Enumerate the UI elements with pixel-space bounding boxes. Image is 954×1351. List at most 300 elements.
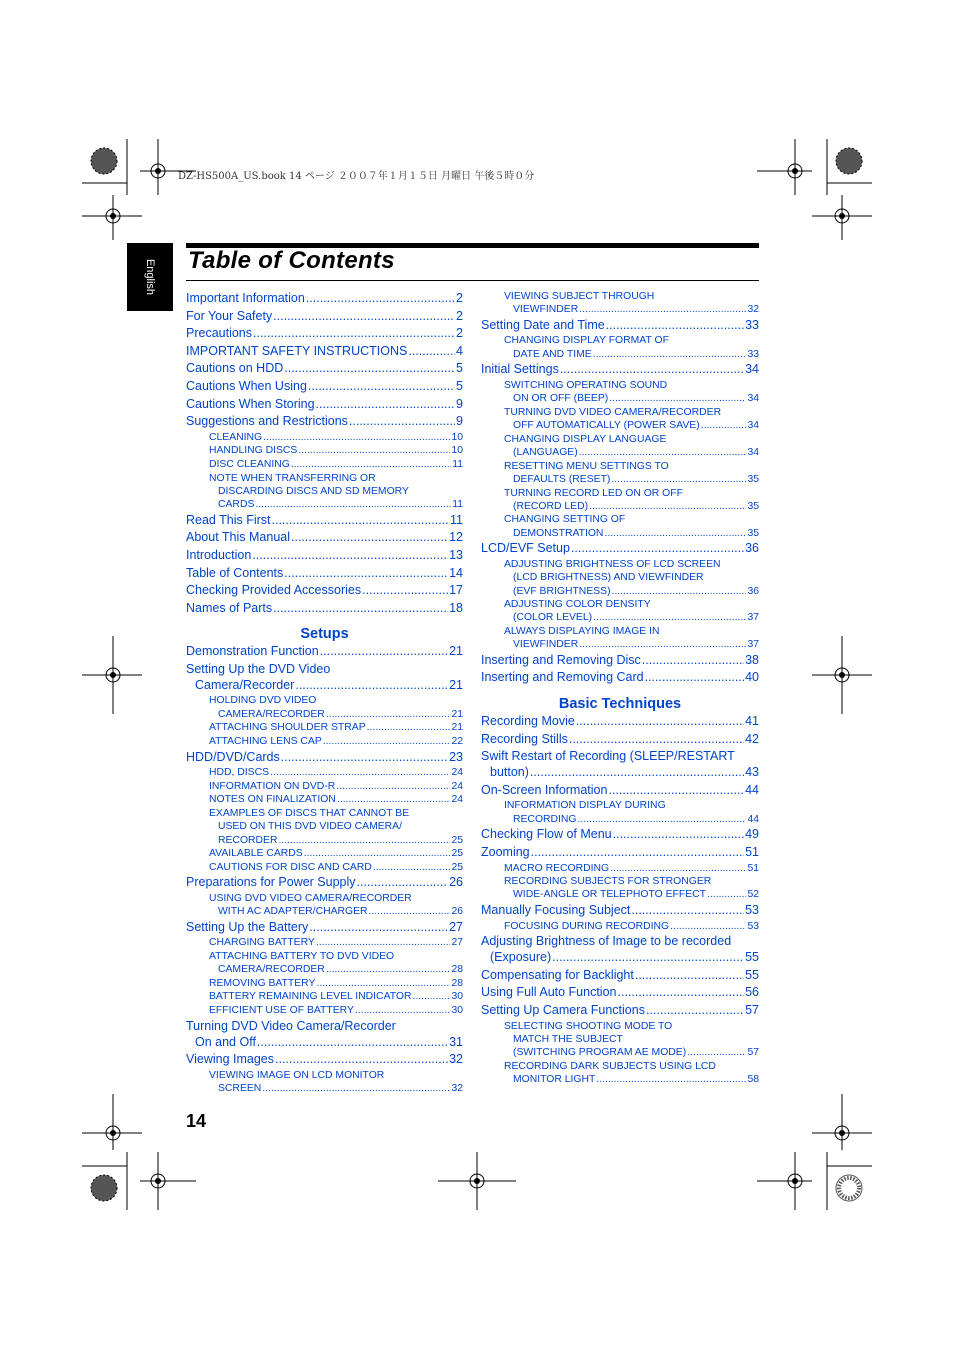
dot-leader xyxy=(606,317,744,335)
dot-leader xyxy=(291,458,451,472)
toc-page-number: 9 xyxy=(456,414,463,429)
toc-entry-title: Using Full Auto Function xyxy=(481,985,617,1000)
toc-entry[interactable] xyxy=(186,378,463,396)
dot-leader xyxy=(357,874,449,892)
dot-leader xyxy=(284,360,455,378)
toc-entry-line[interactable]: DISCARDING DISCS AND SD MEMORY xyxy=(218,485,409,497)
toc-page-number: 21 xyxy=(449,677,463,692)
toc-subentry[interactable] xyxy=(186,990,463,1004)
toc-entry-line[interactable]: TURNING DVD VIDEO CAMERA/RECORDER xyxy=(504,406,722,418)
toc-page-number: 10 xyxy=(451,431,463,443)
dot-leader xyxy=(670,920,746,934)
toc-entry-title: Read This First xyxy=(186,512,271,527)
dot-leader xyxy=(252,547,448,565)
toc-entry-title: Preparations for Power Supply xyxy=(186,875,356,890)
toc-entry-line[interactable]: RESETTING MENU SETTINGS TO xyxy=(504,460,669,472)
dot-leader xyxy=(618,984,745,1002)
dot-leader xyxy=(253,325,455,343)
toc-entry-line[interactable]: INFORMATION DISPLAY DURING xyxy=(504,800,666,812)
dot-leader xyxy=(263,431,450,445)
toc-entry-title: Inserting and Removing Card xyxy=(481,670,644,685)
dot-leader xyxy=(687,1046,746,1060)
dot-leader xyxy=(579,303,746,317)
toc-entry[interactable] xyxy=(186,919,463,937)
toc-subentry[interactable] xyxy=(186,1004,463,1018)
dot-leader xyxy=(611,473,746,487)
dot-leader xyxy=(362,582,448,600)
toc-subentry[interactable] xyxy=(481,1073,759,1087)
toc-page-number: 34 xyxy=(747,420,759,432)
toc-entry[interactable] xyxy=(481,731,759,749)
toc-page-number: 49 xyxy=(745,827,759,842)
page-title: Table of Contents xyxy=(188,247,395,274)
toc-entry-title: VIEWFINDER xyxy=(513,639,579,651)
toc-page-number: 35 xyxy=(747,473,759,485)
toc-entry-title: INFORMATION ON DVD-R xyxy=(209,780,336,792)
toc-entry-line[interactable]: MATCH THE SUBJECT xyxy=(513,1033,623,1045)
toc-entry-title: ON OR OFF (BEEP) xyxy=(513,393,609,405)
toc-subentry[interactable] xyxy=(481,348,759,362)
toc-entry[interactable] xyxy=(481,317,759,335)
toc-page-number: 30 xyxy=(451,991,463,1003)
toc-entry-title: Manually Focusing Subject xyxy=(481,903,631,917)
toc-entry-title: DATE AND TIME xyxy=(513,348,592,360)
dot-leader xyxy=(612,585,747,599)
toc-page-number: 5 xyxy=(456,378,463,393)
toc-subentry[interactable] xyxy=(186,905,463,919)
dot-leader xyxy=(367,721,451,735)
toc-entry-line[interactable]: VIEWING IMAGE ON LCD MONITOR xyxy=(209,1069,385,1081)
toc-entry-line[interactable]: SWITCHING OPERATING SOUND xyxy=(504,379,668,391)
toc-page-number: 2 xyxy=(456,326,463,341)
toc-page-number: 26 xyxy=(449,875,463,890)
toc-entry[interactable] xyxy=(186,677,463,695)
toc-entry-title: CARDS xyxy=(218,499,255,511)
dot-leader xyxy=(560,361,744,379)
toc-page-number: 22 xyxy=(451,735,463,747)
toc-subentry[interactable] xyxy=(186,721,463,735)
toc-entry[interactable] xyxy=(186,874,463,892)
toc-entry-line[interactable]: RECORDING SUBJECTS FOR STRONGER xyxy=(504,876,712,888)
toc-entry-title: WIDE-ANGLE OR TELEPHOTO EFFECT xyxy=(513,889,707,901)
toc-entry-line[interactable]: CHANGING DISPLAY FORMAT OF xyxy=(504,335,669,347)
toc-subentry[interactable] xyxy=(186,735,463,749)
toc-entry-title: MONITOR LIGHT xyxy=(513,1074,596,1086)
toc-subentry[interactable] xyxy=(186,766,463,780)
toc-subentry[interactable] xyxy=(186,861,463,875)
toc-entry-title: On and Off xyxy=(195,1034,256,1049)
toc-page-number: 57 xyxy=(745,1002,759,1017)
dot-leader xyxy=(569,731,744,749)
toc-page-number: 25 xyxy=(451,848,463,860)
toc-entry-line[interactable]: Swift Restart of Recording (SLEEP/RESTART xyxy=(481,749,735,764)
toc-page-number: 28 xyxy=(451,964,463,976)
toc-subentry[interactable] xyxy=(481,638,759,652)
toc-entry-title: Recording Stills xyxy=(481,731,568,746)
toc-entry-title: Compensating for Backlight xyxy=(481,967,634,982)
toc-subentry[interactable] xyxy=(186,977,463,991)
toc-page-number: 25 xyxy=(451,834,463,846)
toc-page-number: 2 xyxy=(456,308,463,323)
dot-leader xyxy=(316,936,451,950)
toc-entry-title: CAMERA/RECORDER xyxy=(218,964,325,976)
toc-subentry[interactable] xyxy=(186,847,463,861)
dot-leader xyxy=(323,735,451,749)
dot-leader xyxy=(304,847,451,861)
toc-page-number: 43 xyxy=(745,765,759,780)
dot-leader xyxy=(593,611,746,625)
toc-entry-line[interactable]: ATTACHING BATTERY TO DVD VIDEO xyxy=(209,950,395,962)
toc-entry-title: CLEANING xyxy=(209,431,263,443)
toc-page-number: 13 xyxy=(449,547,463,562)
toc-subentry[interactable] xyxy=(186,834,463,848)
toc-page-number: 58 xyxy=(747,1074,759,1086)
toc-entry-title: CAUTIONS FOR DISC AND CARD xyxy=(209,861,372,873)
toc-entry-title: ATTACHING LENS CAP xyxy=(209,735,322,747)
toc-page-number: 38 xyxy=(745,652,759,667)
toc-page-number: 9 xyxy=(456,396,463,411)
dot-leader xyxy=(326,963,451,977)
toc-entry[interactable] xyxy=(481,949,759,967)
toc-entry-title: MACRO RECORDING xyxy=(504,862,610,874)
toc-page-number: 44 xyxy=(747,813,759,825)
toc-entry-title: CAMERA/RECORDER xyxy=(218,708,325,720)
toc-entry[interactable] xyxy=(481,844,759,862)
toc-entry-title: DISC CLEANING xyxy=(209,458,290,470)
toc-entry[interactable] xyxy=(186,547,463,565)
dot-leader xyxy=(412,990,450,1004)
toc-entry-line[interactable]: NOTE WHEN TRANSFERRING OR xyxy=(209,472,376,484)
toc-page-number: 31 xyxy=(449,1034,463,1049)
toc-page-number: 11 xyxy=(452,499,463,511)
toc-entry-title: WITH AC ADAPTER/CHARGER xyxy=(218,906,368,918)
toc-entry-title: Checking Provided Accessories xyxy=(186,583,362,598)
toc-entry[interactable] xyxy=(186,600,463,618)
dot-leader xyxy=(571,540,744,558)
toc-page-number: 11 xyxy=(452,458,463,470)
dot-leader xyxy=(309,919,448,937)
toc-entry[interactable] xyxy=(186,325,463,343)
toc-entry-title: button) xyxy=(490,765,529,780)
toc-page-number: 14 xyxy=(449,565,463,580)
toc-entry-title: Viewing Images xyxy=(186,1052,275,1067)
section-heading: Setups xyxy=(300,626,349,643)
toc-entry[interactable] xyxy=(186,396,463,414)
toc-entry[interactable] xyxy=(186,290,463,308)
toc-page-number: 24 xyxy=(451,780,463,792)
toc-subentry[interactable] xyxy=(481,500,759,514)
toc-page-number: 37 xyxy=(747,612,759,624)
toc-page-number: 4 xyxy=(456,343,463,358)
toc-entry[interactable] xyxy=(481,902,759,920)
toc-entry-line[interactable]: (LCD BRIGHTNESS) AND VIEWFINDER xyxy=(513,572,704,584)
toc-entry[interactable] xyxy=(186,1051,463,1069)
toc-entry[interactable] xyxy=(186,1034,463,1052)
toc-entry[interactable] xyxy=(481,540,759,558)
dot-leader xyxy=(646,1002,744,1020)
toc-entry-title: ATTACHING SHOULDER STRAP xyxy=(209,722,366,734)
toc-page-number: 12 xyxy=(449,530,463,545)
toc-page-number: 30 xyxy=(451,1005,463,1017)
dot-leader xyxy=(273,600,448,618)
toc-subentry[interactable] xyxy=(186,444,463,458)
toc-subentry[interactable] xyxy=(481,473,759,487)
toc-entry-title: NOTES ON FINALIZATION xyxy=(209,794,336,806)
toc-subentry[interactable] xyxy=(481,585,759,599)
toc-page-number: 55 xyxy=(745,950,759,965)
toc-entry-line[interactable]: ADJUSTING BRIGHTNESS OF LCD SCREEN xyxy=(504,558,721,570)
toc-subentry[interactable] xyxy=(481,527,759,541)
toc-entry-title: Recording Movie xyxy=(481,714,575,729)
toc-entry-line[interactable]: USING DVD VIDEO CAMERA/RECORDER xyxy=(209,892,412,904)
toc-entry-title: HDD, DISCS xyxy=(209,767,270,779)
toc-entry[interactable] xyxy=(186,582,463,600)
toc-entry-title: Important Information xyxy=(186,291,305,305)
toc-subentry[interactable] xyxy=(481,1046,759,1060)
toc-page-number: 56 xyxy=(745,985,759,1000)
toc-subentry[interactable] xyxy=(186,936,463,950)
dot-leader xyxy=(531,844,744,862)
toc-page-number: 34 xyxy=(745,362,759,377)
dot-leader xyxy=(349,413,455,431)
toc-subentry[interactable] xyxy=(481,303,759,317)
dot-leader xyxy=(578,813,747,827)
toc-entry[interactable] xyxy=(481,967,759,985)
toc-entry-title: Checking Flow of Menu xyxy=(481,827,612,842)
toc-subentry[interactable] xyxy=(481,813,759,827)
toc-entry-title: DEMONSTRATION xyxy=(513,527,604,539)
toc-entry[interactable] xyxy=(481,652,759,670)
dot-leader xyxy=(255,498,451,512)
toc-entry-line[interactable]: HOLDING DVD VIDEO xyxy=(209,695,317,707)
toc-entry[interactable] xyxy=(481,1002,759,1020)
toc-entry-title: LCD/EVF Setup xyxy=(481,541,570,556)
dot-leader xyxy=(272,512,450,530)
toc-page-number: 40 xyxy=(745,670,759,685)
toc-page-number: 36 xyxy=(747,585,759,597)
toc-entry-line[interactable]: Adjusting Brightness of Image to be recorded xyxy=(481,934,732,949)
toc-page-number: 53 xyxy=(745,903,759,917)
toc-entry-title: Camera/Recorder xyxy=(195,677,295,692)
toc-entry[interactable] xyxy=(186,749,463,767)
toc-subentry[interactable] xyxy=(186,963,463,977)
toc-entry[interactable] xyxy=(186,343,463,361)
toc-entry-line[interactable]: Setting Up the DVD Video xyxy=(186,661,331,676)
toc-page-number: 32 xyxy=(451,1083,463,1095)
toc-page-number: 5 xyxy=(456,361,463,376)
toc-subentry[interactable] xyxy=(186,793,463,807)
toc-entry[interactable] xyxy=(481,826,759,844)
toc-page-number: 33 xyxy=(747,348,759,360)
toc-entry-line[interactable]: USED ON THIS DVD VIDEO CAMERA/ xyxy=(218,821,402,833)
toc-entry-title: EFFICIENT USE OF BATTERY xyxy=(209,1005,354,1017)
toc-subentry[interactable] xyxy=(481,920,759,934)
dot-leader xyxy=(281,749,448,767)
toc-right-column xyxy=(481,290,759,1087)
dot-leader xyxy=(336,780,450,794)
toc-entry-title: AVAILABLE CARDS xyxy=(209,848,303,860)
toc-entry-title: (COLOR LEVEL) xyxy=(513,612,593,624)
toc-page-number: 35 xyxy=(747,500,759,512)
toc-entry-line[interactable]: CHANGING DISPLAY LANGUAGE xyxy=(504,433,667,445)
dot-leader xyxy=(262,1082,450,1096)
toc-page-number: 25 xyxy=(451,861,463,873)
toc-entry-title: Suggestions and Restrictions xyxy=(186,414,348,429)
toc-subentry[interactable] xyxy=(481,611,759,625)
toc-entry[interactable] xyxy=(186,565,463,583)
toc-entry-title: (Exposure) xyxy=(490,950,552,965)
toc-page-number: 24 xyxy=(451,767,463,779)
dot-leader xyxy=(306,290,455,308)
toc-entry-line[interactable]: TURNING RECORD LED ON OR OFF xyxy=(504,487,683,499)
toc-entry-title: (RECORD LED) xyxy=(513,500,589,512)
toc-page-number: 51 xyxy=(745,844,759,859)
toc-entry-title: Precautions xyxy=(186,326,253,341)
toc-entry-title: On-Screen Information xyxy=(481,782,608,797)
toc-entry[interactable] xyxy=(481,361,759,379)
side-tab-label: English xyxy=(144,258,156,296)
toc-entry-line[interactable]: SELECTING SHOOTING MODE TO xyxy=(504,1020,673,1032)
dot-leader xyxy=(608,782,744,800)
toc-subentry[interactable] xyxy=(481,446,759,460)
dot-leader xyxy=(610,862,746,876)
dot-leader xyxy=(295,677,448,695)
dot-leader xyxy=(278,834,450,848)
dot-leader xyxy=(320,643,448,661)
toc-entry[interactable] xyxy=(481,984,759,1002)
toc-subentry[interactable] xyxy=(481,862,759,876)
language-side-tab xyxy=(127,243,173,311)
toc-page-number: 27 xyxy=(451,937,463,949)
toc-page-number: 51 xyxy=(747,862,759,874)
toc-entry-line[interactable]: ALWAYS DISPLAYING IMAGE IN xyxy=(504,625,660,637)
toc-entry[interactable] xyxy=(186,529,463,547)
toc-page-number: 53 xyxy=(747,920,759,932)
toc-entry[interactable] xyxy=(186,360,463,378)
dot-leader xyxy=(609,392,746,406)
toc-entry-line[interactable]: ADJUSTING COLOR DENSITY xyxy=(504,599,651,611)
toc-entry[interactable] xyxy=(186,308,463,326)
dot-leader xyxy=(645,669,745,687)
toc-entry[interactable] xyxy=(186,643,463,661)
toc-entry[interactable] xyxy=(186,512,463,530)
toc-page-number: 36 xyxy=(745,541,759,556)
toc-entry-title: Table of Contents xyxy=(186,565,284,580)
toc-subentry[interactable] xyxy=(481,888,759,902)
toc-page-number: 35 xyxy=(747,527,759,539)
toc-page-number: 23 xyxy=(449,749,463,764)
dot-leader xyxy=(408,343,455,361)
dot-leader xyxy=(369,905,451,919)
toc-page-number: 24 xyxy=(451,794,463,806)
toc-entry-title: HDD/DVD/Cards xyxy=(186,749,280,764)
toc-page-number: 42 xyxy=(745,731,759,746)
dot-leader xyxy=(642,652,744,670)
dot-leader xyxy=(576,713,744,731)
toc-subentry[interactable] xyxy=(186,708,463,722)
toc-entry-title: CHARGING BATTERY xyxy=(209,937,315,949)
dot-leader xyxy=(326,708,451,722)
dot-leader xyxy=(579,638,746,652)
toc-entry-line[interactable]: VIEWING SUBJECT THROUGH xyxy=(504,291,655,302)
toc-entry[interactable] xyxy=(481,764,759,782)
toc-page-number: 37 xyxy=(747,639,759,651)
toc-entry-title: FOCUSING DURING RECORDING xyxy=(504,920,670,932)
toc-entry-title: HANDLING DISCS xyxy=(209,445,298,457)
toc-page-number: 34 xyxy=(747,393,759,405)
dot-leader xyxy=(291,529,448,547)
dot-leader xyxy=(589,500,746,514)
toc-entry[interactable] xyxy=(186,413,463,431)
toc-entry-title: SCREEN xyxy=(218,1083,262,1095)
toc-entry-title: Cautions When Storing xyxy=(186,396,315,411)
toc-entry-title: Introduction xyxy=(186,547,252,562)
dot-leader xyxy=(273,308,455,326)
dot-leader xyxy=(337,793,451,807)
toc-entry-title: IMPORTANT SAFETY INSTRUCTIONS xyxy=(186,343,408,358)
toc-page-number: 32 xyxy=(747,304,759,316)
toc-entry-title: Setting Up Camera Functions xyxy=(481,1002,645,1017)
dot-leader xyxy=(530,764,744,782)
toc-subentry[interactable] xyxy=(186,1082,463,1096)
toc-entry-title: About This Manual xyxy=(186,530,290,545)
dot-leader xyxy=(631,902,744,920)
toc-subentry[interactable] xyxy=(186,458,463,472)
dot-leader xyxy=(355,1004,451,1018)
toc-entry-title: Setting Up the Battery xyxy=(186,919,309,934)
dot-leader xyxy=(707,888,746,902)
toc-entry-title: VIEWFINDER xyxy=(513,304,579,316)
dot-leader xyxy=(257,1034,448,1052)
dot-leader xyxy=(316,396,456,414)
toc-page-number: 21 xyxy=(451,708,463,720)
toc-page-number: 55 xyxy=(745,967,759,982)
dot-leader xyxy=(635,967,744,985)
toc-page-number: 17 xyxy=(449,583,463,598)
dot-leader xyxy=(298,444,450,458)
toc-left-column xyxy=(186,290,463,1096)
toc-page-number: 28 xyxy=(451,977,463,989)
toc-entry[interactable] xyxy=(481,713,759,731)
dot-leader xyxy=(579,446,747,460)
toc-entry-title: Initial Settings xyxy=(481,362,559,377)
toc-entry-title: (SWITCHING PROGRAM AE MODE) xyxy=(513,1047,687,1059)
toc-entry-title: Names of Parts xyxy=(186,600,273,615)
toc-page-number: 11 xyxy=(450,512,463,527)
toc-subentry[interactable] xyxy=(186,780,463,794)
toc-entry-title: BATTERY REMAINING LEVEL INDICATOR xyxy=(209,991,412,1003)
toc-entry-title: Demonstration Function xyxy=(186,644,319,659)
toc-subentry[interactable] xyxy=(481,392,759,406)
toc-entry-line[interactable]: RECORDING DARK SUBJECTS USING LCD xyxy=(504,1060,716,1072)
toc-subentry[interactable] xyxy=(186,498,463,512)
dot-leader xyxy=(701,419,747,433)
toc-entry[interactable] xyxy=(481,669,759,687)
toc-entry-title: For Your Safety xyxy=(186,308,273,323)
toc-entry-line[interactable]: Turning DVD Video Camera/Recorder xyxy=(186,1018,396,1033)
dot-leader xyxy=(604,527,746,541)
toc-entry-line[interactable]: EXAMPLES OF DISCS THAT CANNOT BE xyxy=(209,807,410,819)
toc-entry[interactable] xyxy=(481,782,759,800)
dot-leader xyxy=(552,949,744,967)
toc-subentry[interactable] xyxy=(186,431,463,445)
toc-subentry[interactable] xyxy=(481,419,759,433)
toc-entry-title: Zooming xyxy=(481,844,530,859)
toc-page-number: 34 xyxy=(747,447,759,459)
toc-page-number: 52 xyxy=(747,889,759,901)
toc-entry-line[interactable]: CHANGING SETTING OF xyxy=(504,514,626,526)
dot-leader xyxy=(593,348,747,362)
